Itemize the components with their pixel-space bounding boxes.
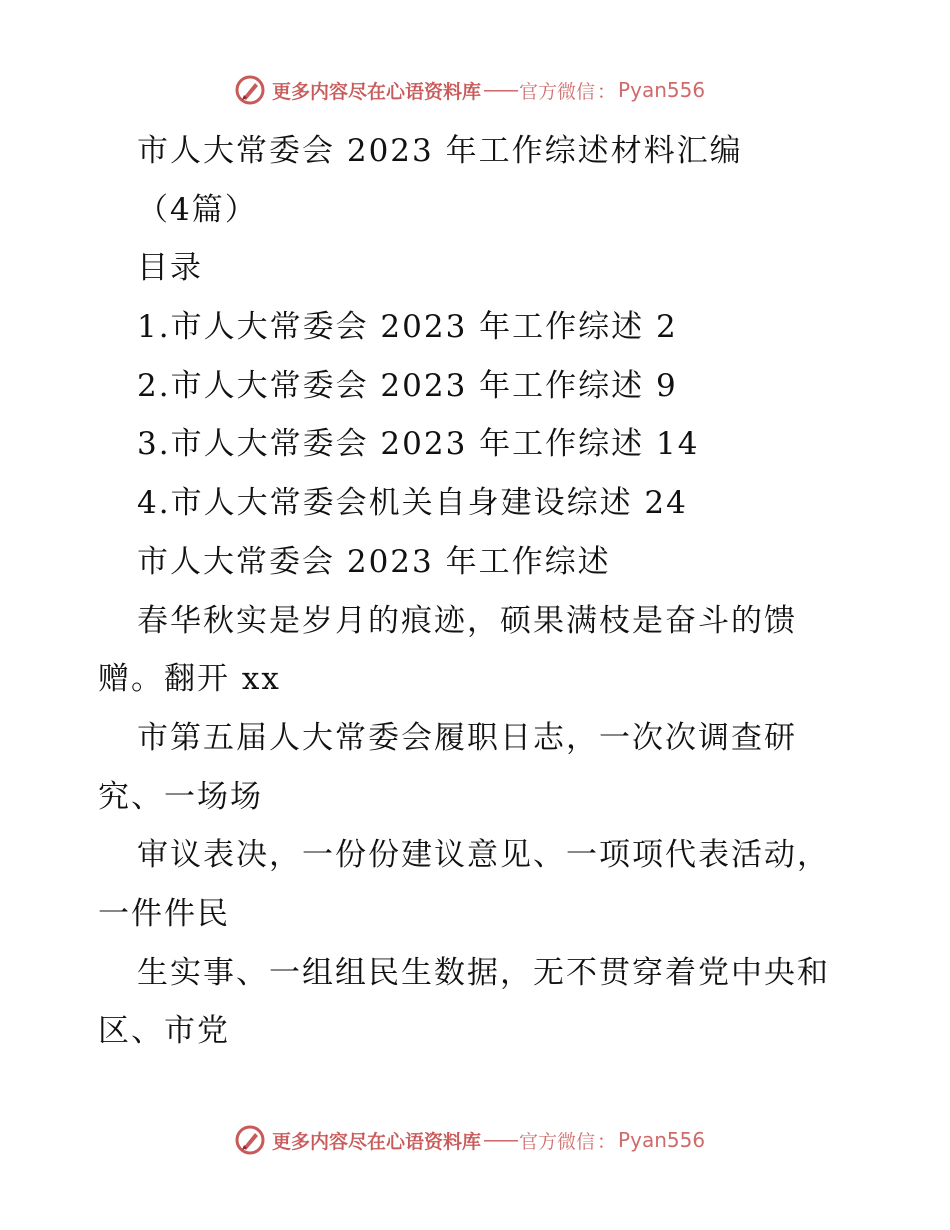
text-line: 市第五届人大常委会履职日志，一次次调查研 — [137, 719, 797, 756]
watermark-dash: —— — [483, 1129, 518, 1151]
text-line: 赠。翻开 xx — [98, 661, 281, 698]
text-line: 市人大常委会 2023 年工作综述材料汇编 — [137, 133, 743, 169]
text-line: （4篇） — [137, 191, 258, 228]
document-body — [98, 122, 868, 1061]
text-line: 4.市人大常委会机关自身建设综述 24 — [137, 485, 688, 522]
watermark-wechat-label: 官方微信 — [519, 80, 596, 103]
pen-logo-icon — [234, 74, 266, 106]
text-line: 审议表决，一份份建议意见、一项项代表活动， — [137, 837, 830, 874]
text-line: 一件件民 — [98, 895, 230, 932]
watermark-wechat-label: 官方微信 — [519, 1130, 596, 1153]
watermark-wechat-id: Pyan556 — [618, 1128, 706, 1152]
watermark-separator: ： — [597, 1130, 617, 1153]
watermark-name: 更多内容尽在心语资料库 — [272, 1130, 482, 1153]
text-line: 目录 — [137, 250, 203, 287]
watermark-footer — [234, 1122, 754, 1158]
text-line: 3.市人大常委会 2023 年工作综述 14 — [137, 426, 700, 463]
text-line: 究、一场场 — [98, 778, 263, 815]
watermark-dash: —— — [483, 79, 518, 101]
watermark-separator: ： — [597, 80, 617, 103]
text-line: 1.市人大常委会 2023 年工作综述 2 — [137, 309, 678, 346]
text-line: 生实事、一组组民生数据，无不贯穿着党中央和 — [137, 954, 830, 991]
watermark-name: 更多内容尽在心语资料库 — [272, 80, 482, 103]
text-line: 区、市党 — [98, 1013, 230, 1050]
text-line: 2.市人大常委会 2023 年工作综述 9 — [137, 367, 678, 404]
text-line: 市人大常委会 2023 年工作综述 — [137, 543, 611, 580]
pen-logo-icon — [234, 1124, 266, 1156]
watermark-wechat-id: Pyan556 — [618, 78, 706, 102]
watermark-header — [234, 72, 754, 108]
text-line: 春华秋实是岁月的痕迹，硕果满枝是奋斗的馈 — [137, 602, 797, 639]
